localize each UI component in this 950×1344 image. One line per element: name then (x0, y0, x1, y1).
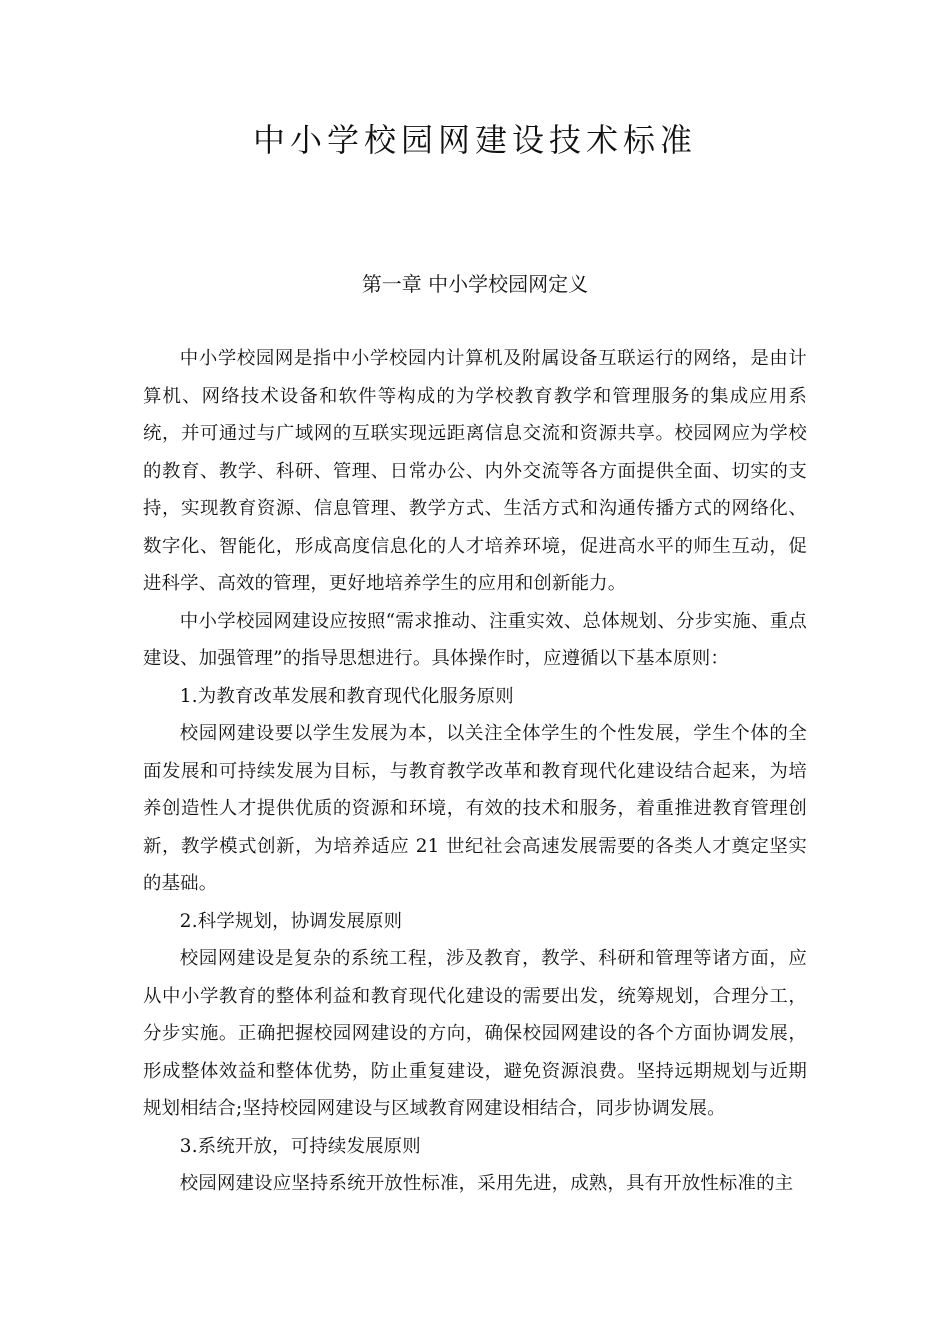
principle-paragraph-2: 校园网建设是复杂的系统工程，涉及教育，教学、科研和管理等诸方面，应从中小学教育的整体利益和教育现代化建设的需要出发，统筹规划，合理分工，分步实施。正确把握校园网建设的方向，确保校园网建设的各个方面协调发展，形成整体效益和整体优势，防止重复建设，避免资源浪费。坚持远期规划与近期规划相结合;坚持校园网建设与区域教育网建设相结合，同步协调发展。 (143, 948, 807, 1119)
principle-paragraph-1: 校园网建设要以学生发展为本，以关注全体学生的个性发展，学生个体的全面发展和可持续发展为目标，与教育教学改革和教育现代化建设结合起来，为培养创造性人才提供优质的资源和环境，有效的技术和服务，着重推进教育管理创新，教学模式创新，为培养适应 21 世纪社会高速发展需要的各类人才奠定坚实的基础。 (143, 723, 807, 894)
guideline-paragraph: 中小学校园网建设应按照“需求推动、注重实效、总体规划、分步实施、重点建设、加强管理”的指导思想进行。具体操作时，应遵循以下基本原则： (143, 610, 807, 669)
chapter-title: 第一章 中小学校园网定义 (361, 272, 589, 296)
intro-paragraph: 中小学校园网是指中小学校园内计算机及附属设备互联运行的网络，是由计算机、网络技术设备和软件等构成的为学校教育教学和管理服务的集成应用系统，并可通过与广域网的互联实现远距离信息交流和资源共享。校园网应为学校的教育、教学、科研、管理、日常办公、内外交流等各方面提供全面、切实的支持，实现教育资源、信息管理、教学方式、生活方式和沟通传播方式的网络化、数字化、智能化，形成高度信息化的人才培养环境，促进高水平的师生互动，促进科学、高效的管理，更好地培养学生的应用和创新能力。 (143, 348, 807, 594)
principle-paragraph-3: 校园网建设应坚持系统开放性标准，采用先进，成熟，具有开放性标准的主 (179, 1173, 794, 1194)
principle-heading-2: 2.科学规划，协调发展原则 (179, 910, 403, 932)
document-body (143, 340, 807, 1203)
principle-heading-1: 1.为教育改革发展和教育现代化服务原则 (179, 685, 514, 707)
principle-heading-3: 3.系统开放，可持续发展原则 (179, 1135, 421, 1157)
document-title: 中小学校园网建设技术标准 (252, 121, 697, 159)
